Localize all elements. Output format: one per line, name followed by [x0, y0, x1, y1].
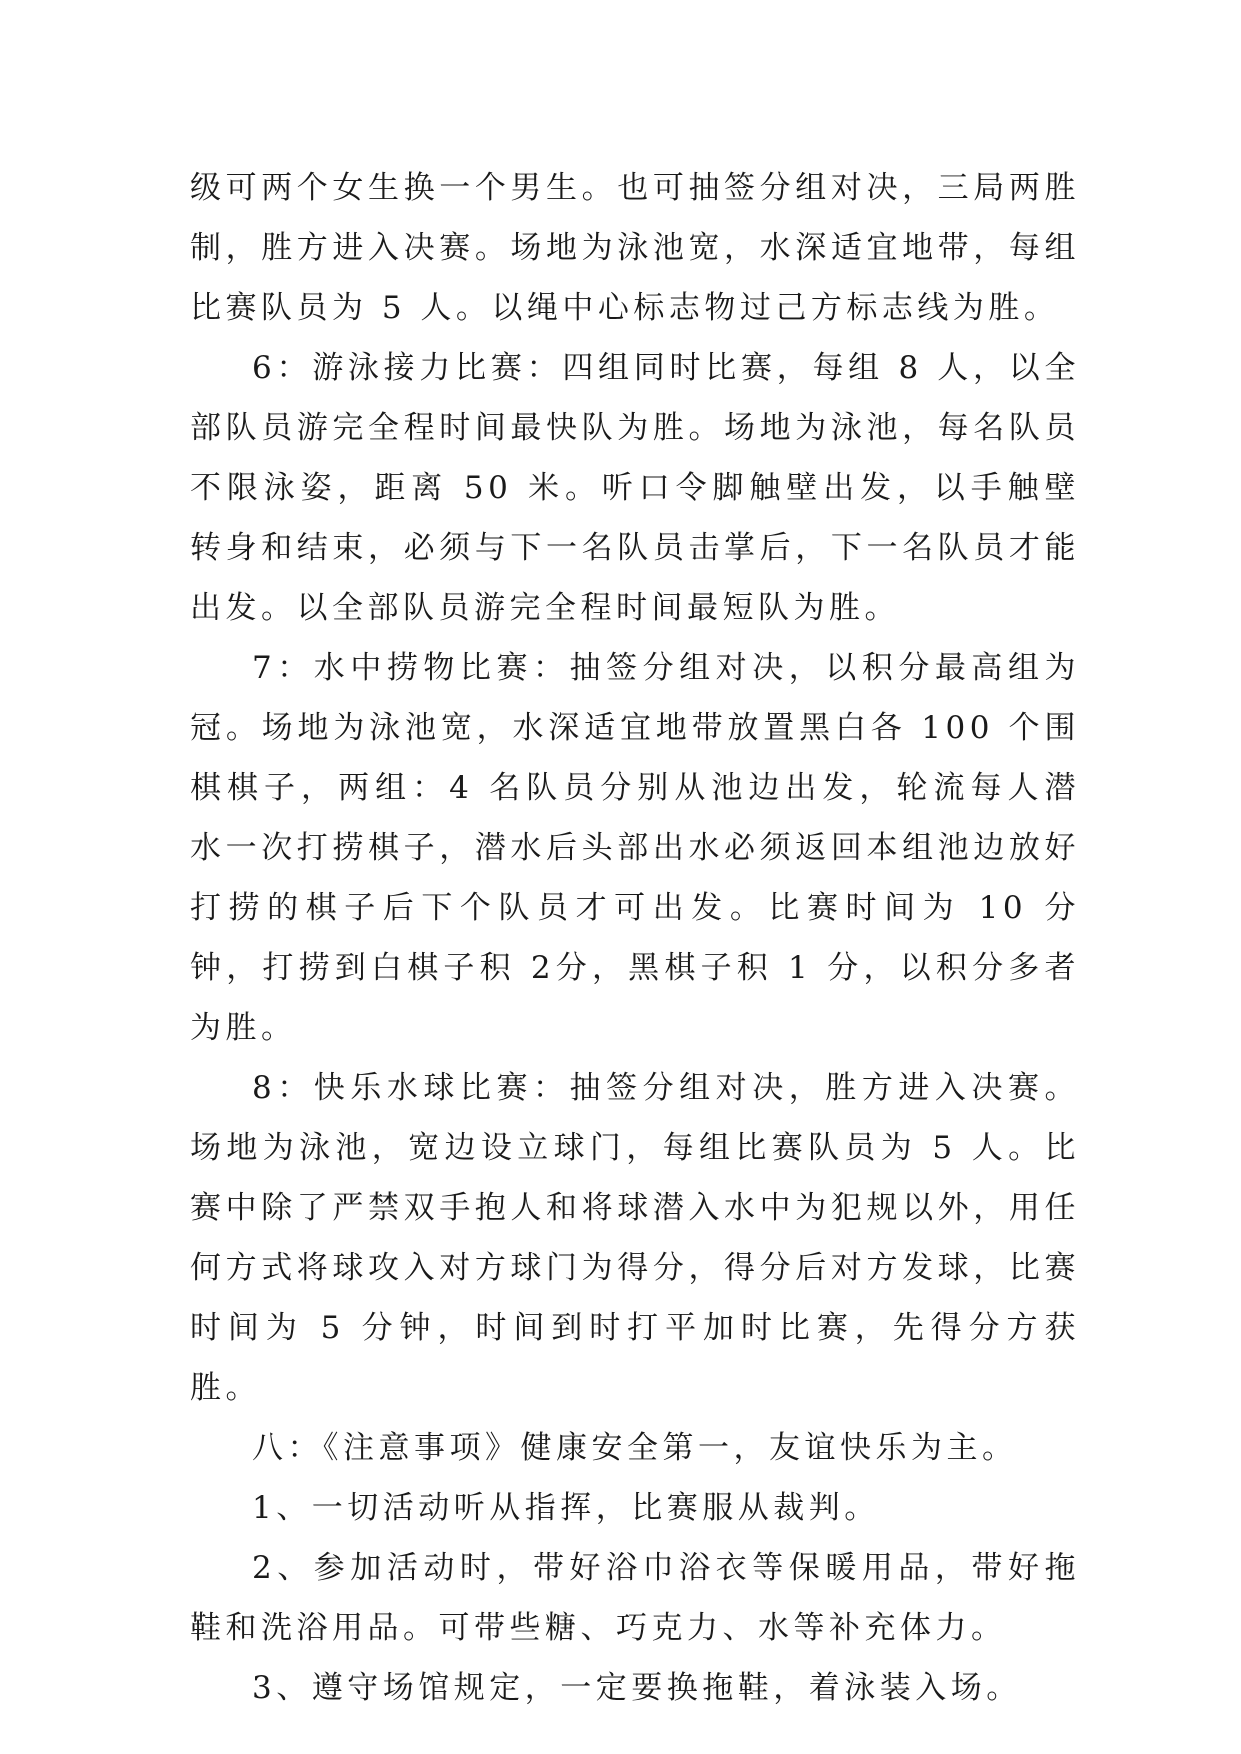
paragraph-water-ball: 8：快乐水球比赛：抽签分组对决，胜方进入决赛。场地为泳池，宽边设立球门，每组比赛队员为 5 人。比赛中除了严禁双手抱人和将球潜入水中为犯规以外，用任何方式将球攻入对方球门为得分，得分后对方发球，比赛时间为 5 分钟，时间到时打平加时比赛，先得分方获胜。: [190, 1070, 1080, 1406]
paragraph-note-2: 2、参加活动时，带好浴巾浴衣等保暖用品，带好拖鞋和洗浴用品。可带些糖、巧克力、水等补充体力。: [190, 1550, 1080, 1646]
paragraph-note-3: 3、遵守场馆规定，一定要换拖鞋，着泳装入场。: [252, 1670, 1022, 1706]
paragraph-underwater-retrieval: 7：水中捞物比赛：抽签分组对决，以积分最高组为冠。场地为泳池宽，水深适宜地带放置黑白各 100 个围棋棋子，两组：4 名队员分别从池边出发，轮流每人潜水一次打捞棋子，潜水后头部出水必须返回本组池边放好打捞的棋子后下个队员才可出发。比赛时间为 10 分钟，打捞到白棋子积 2分，黑棋子积 1 分，以积分多者为胜。: [190, 650, 1080, 1046]
document-body: [190, 158, 1080, 1718]
paragraph-swimming-relay: 6：游泳接力比赛：四组同时比赛，每组 8 人，以全部队员游完全程时间最快队为胜。场地为泳池，每名队员不限泳姿，距离 50 米。听口令脚触壁出发，以手触壁转身和结束，必须与下一名队员击掌后，下一名队员才能出发。以全部队员游完全程时间最短队为胜。: [190, 350, 1080, 626]
paragraph-notes-heading: 八：《注意事项》健康安全第一，友谊快乐为主。: [252, 1430, 1018, 1466]
paragraph-tug-of-war-rules: 级可两个女生换一个男生。也可抽签分组对决，三局两胜制，胜方进入决赛。场地为泳池宽，水深适宜地带，每组比赛队员为 5 人。以绳中心标志物过己方标志线为胜。: [190, 170, 1080, 326]
paragraph-note-1: 1、一切活动听从指挥，比赛服从裁判。: [252, 1490, 880, 1526]
